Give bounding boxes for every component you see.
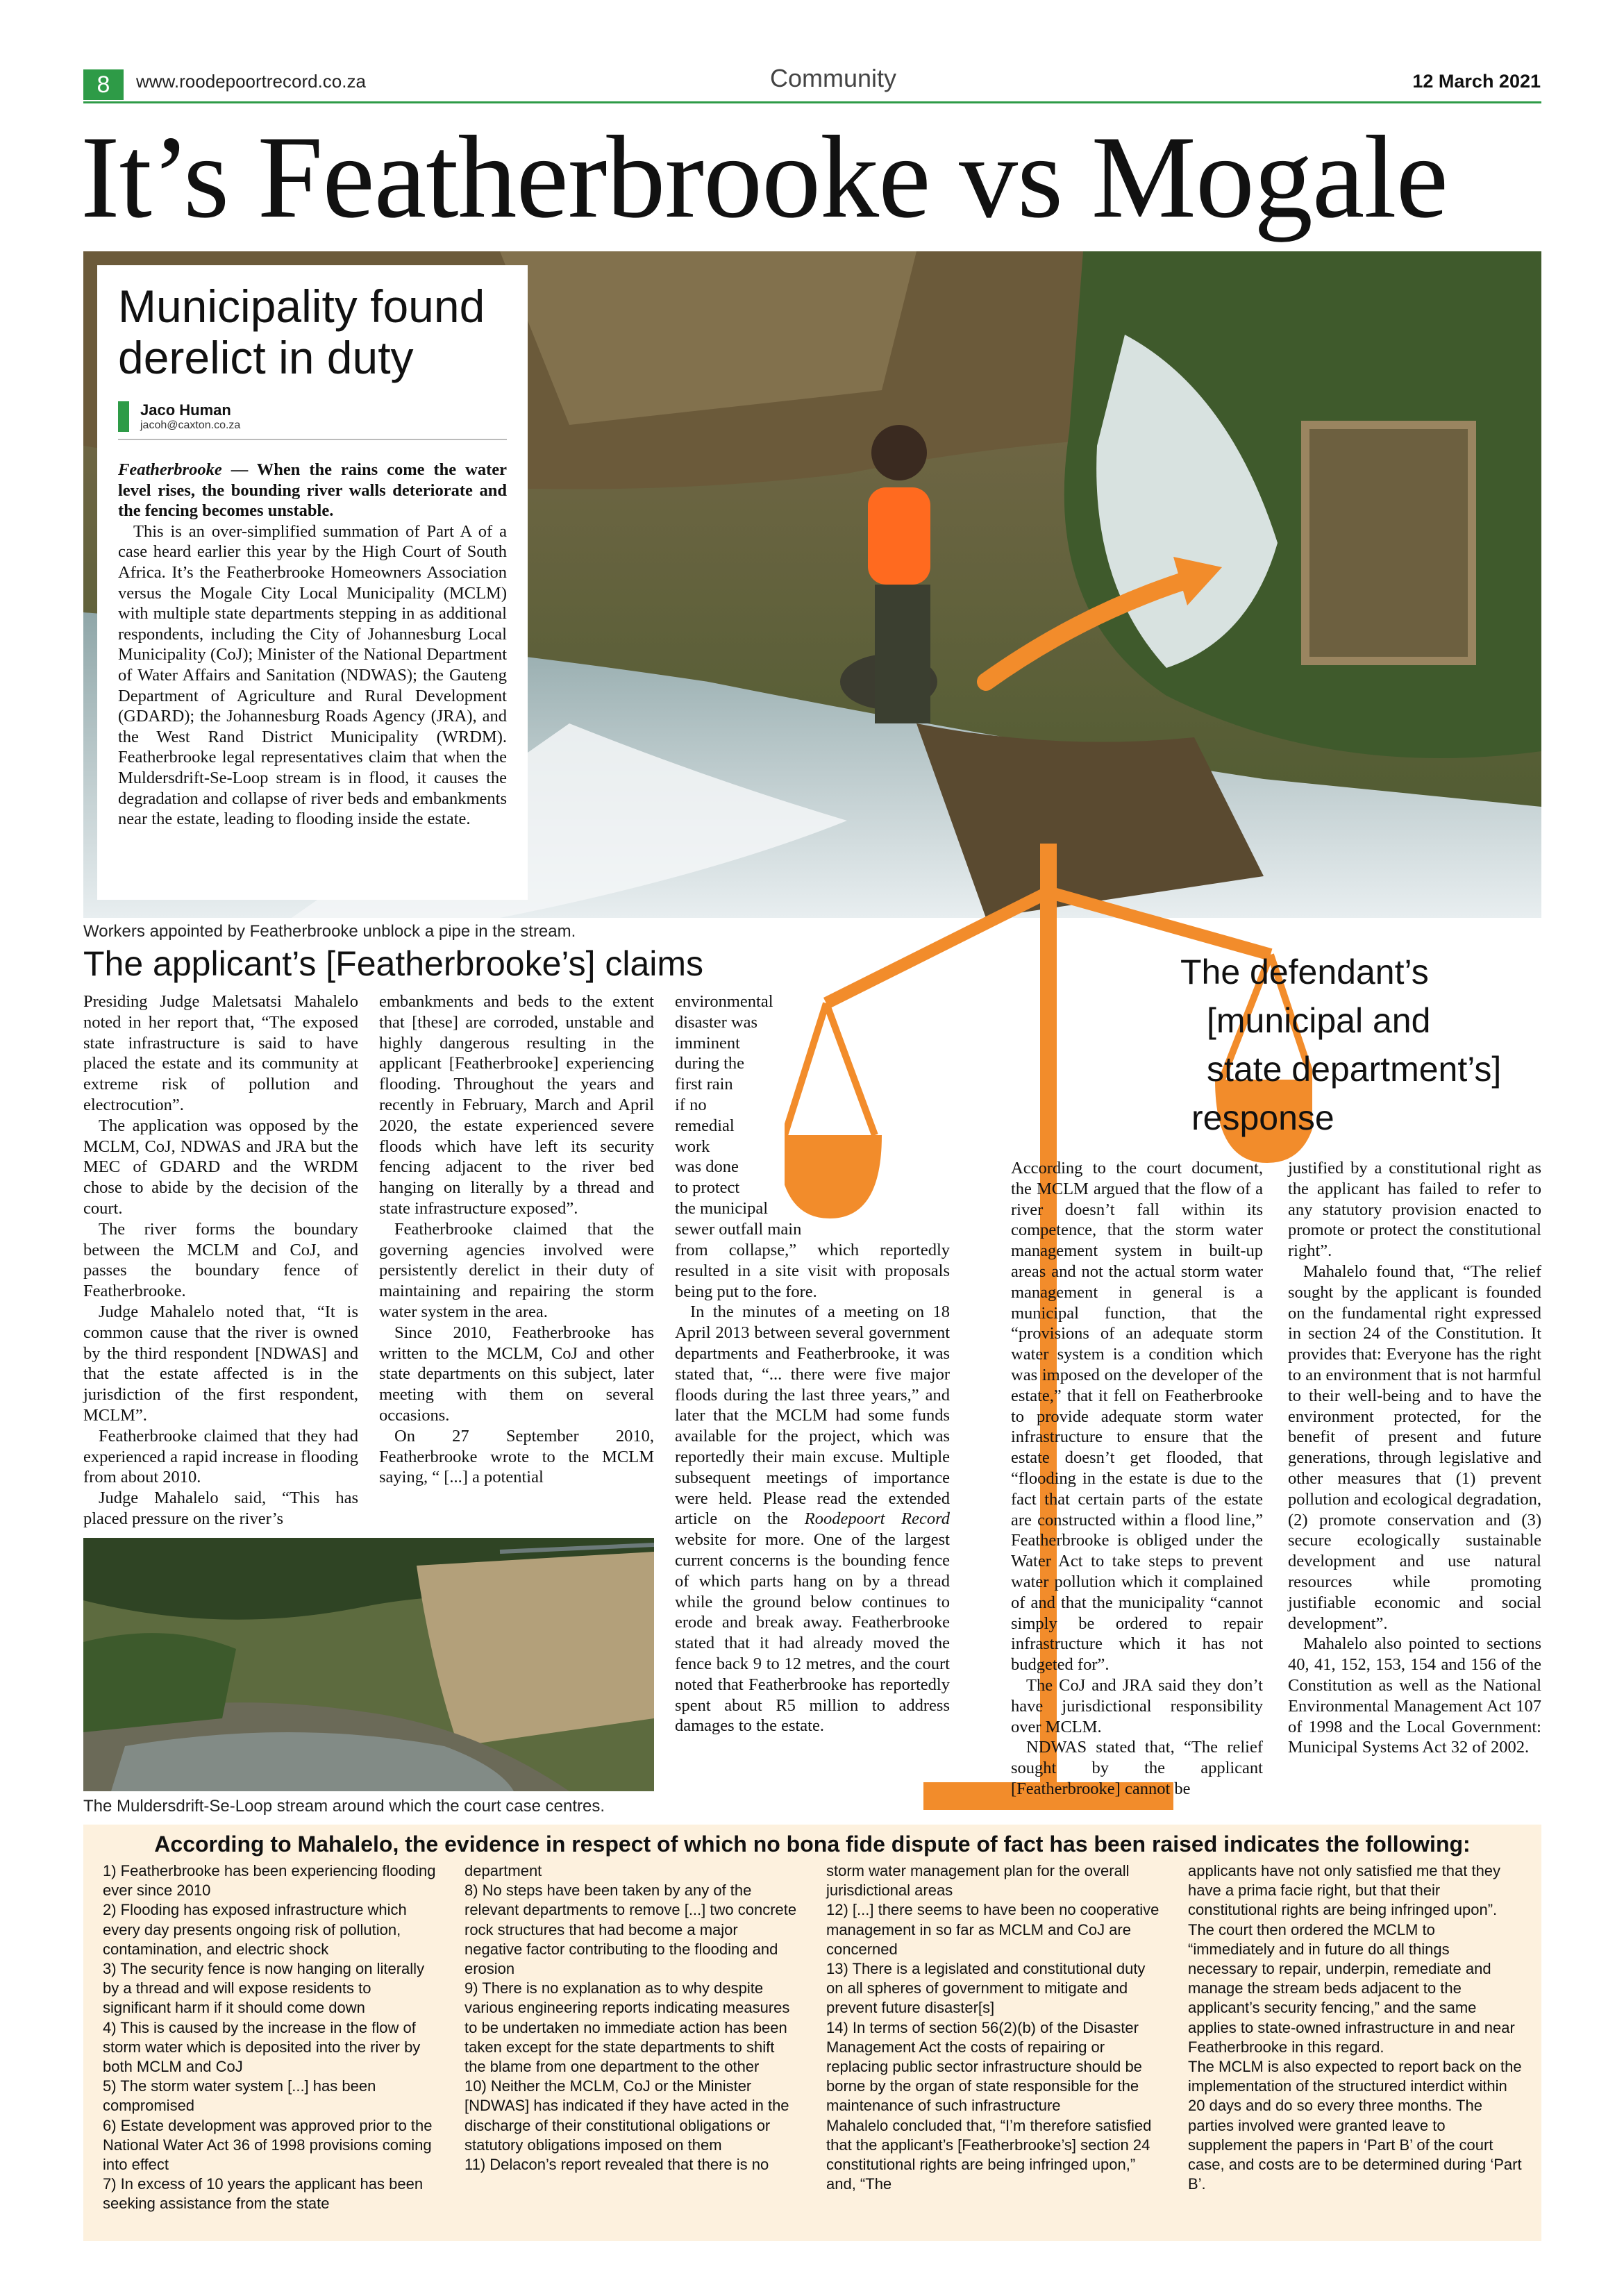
text-line: disaster was [675,1012,758,1032]
defendant-heading-line-3: state department’s] [1207,1050,1502,1089]
paragraph: Judge Mahalelo said, “This has placed pressure on the river’s [83,1489,358,1528]
author-name: Jaco Human [140,401,231,419]
list-item: 4) This is caused by the increase in the flow of storm water which is deposited into the river by both MCLM and CoJ [103,2018,421,2076]
defendant-heading-line-1: The defendant’s [1180,953,1429,991]
text-line: was done [675,1157,739,1177]
paragraph: from collapse,” which reportedly resulted in a site visit with proposals being put to the fore. [675,1241,950,1301]
text-span: website for more. One of the largest current concerns is the bounding fence of which parts hang on by a thread while the ground below continues to erode and break away. Featherbrooke stated that it had already moved the fence back 9 to 12 metres, and the court noted that Featherbrooke has reportedly spent about R5 million to address damages to the estate. [675,1530,950,1736]
paragraph: On 27 September 2010, Featherbrooke wrote to the MCLM saying, “ [...] a potential [379,1426,654,1487]
summary-col-3 [826,1861,1160,2214]
applicant-col-3 [675,1240,950,1736]
intro-paragraph: This is an over-simplified summation of Part A of a case heard earlier this year by the High Court of South Africa. It’s the Featherbrooke Homeowners Association versus the Mogale City Local Municipality (MCLM) with multiple state departments stepping in as additional respondents, including the City of Johannesburg Local Municipality (CoJ); Minister of the National Department of Water Affairs and Sanitation (NDWAS); the Gauteng Department of Agriculture and Rural Development (GDARD); the Johannesburg Roads Agency (JRA), and the West Rand District Municipality (WRDM). Featherbrooke legal representatives claim that when the Muldersdrift-Se-Loop stream is in flood, it causes the degradation and collapse of river beds and embankments near the estate, leading to flooding inside the estate. [118,521,507,829]
list-item: 6) Estate development was approved prior to the National Water Act 36 of 1998 provisions coming into effect [103,2116,433,2174]
list-item: Mahalelo concluded that, “I’m therefore satisfied that the applicant’s [Featherbrooke’s] section 24 constitutional rights are being infringed upon,” and, “The [826,2116,1152,2193]
paragraph: The application was opposed by the MCLM, CoJ, NDWAS and JRA but the MEC of GDARD and the WRDM chose to abide by the decision of the court. [83,1116,358,1218]
text-line: work [675,1137,710,1156]
paragraph: justified by a constitutional right as the applicant has failed to refer to any statutory provision enacted to promote or protect the constitutional right”. [1288,1159,1541,1261]
text-line: first rain [675,1075,733,1094]
site-url[interactable]: www.roodepoortrecord.co.za [136,71,366,92]
paragraph: Featherbrooke claimed that they had experienced a rapid increase in flooding from about 2010. [83,1426,358,1487]
list-item: 7) In excess of 10 years the applicant has been seeking assistance from the state [103,2175,424,2213]
list-item: 2) Flooding has exposed infrastructure which every day presents ongoing risk of pollution, contamination, and electric shock [103,1901,407,1958]
paragraph: According to the court document, the MCLM argued that the flow of a river doesn’t fall within its competence, that the storm water management system in built-up areas and not the actual storm water management in general is a municipal function, that the “provisions of an adequate storm water system is a condition which was imposed on the developer of the estate,” that it fell on Featherbrooke to provide adequate storm water infrastructure to ensure that the estate doesn’t get flooded, that “flooding in the estate is due to the fact that certain parts of the estate are constructed within a flood line,” Featherbrooke is obliged under the Water Act to take steps to prevent water pollution which it complained of and that the municipality “cannot simply be ordered to repair infrastructure which it has not budgeted for”. [1011,1159,1263,1675]
paragraph: Judge Mahalelo noted that, “It is common cause that the river is owned by the third respondent [NDWAS] and that the estate affected is in the jurisdiction of the first respondent, MCLM”. [83,1302,358,1425]
summary-col-4 [1188,1861,1522,2214]
paragraph: The river forms the boundary between the MCLM and CoJ, and passes the boundary fence of Featherbrooke. [83,1219,358,1301]
applicant-heading: The applicant’s [Featherbrooke’s] claims [83,944,704,983]
applicant-col-3-narrow [675,991,814,1240]
intro-text [118,460,507,830]
sub-headline-line-1: Municipality found [118,280,485,332]
list-item: 5) The storm water system [...] has been compromised [103,2077,376,2115]
list-item: 3) The security fence is now hanging on literally by a thread and will expose residents to significant harm if it should come down [103,1960,425,2017]
paragraph: Mahalelo found that, “The relief sought by the applicant is founded on the fundamental right expressed in section 24 of the Constitution. It provides that: Everyone has the right to an environment that is not harmful to their well-being and to have the environment protected, for the benefit of present and future generations, through legislative and other measures that (1) prevent pollution and ecological degradation, (2) promote conservation and (3) secure ecologically sustainable development and use natural resources while promoting justifiable economic and social development”. [1288,1262,1541,1633]
headline: It’s Featherbrooke vs Mogale [81,112,1448,242]
text-line: during the [675,1054,745,1073]
list-item: 10) Neither the MCLM, CoJ or the Minister [NDWAS] has indicated if they have acted in the discharge of their constitutional obligations or statutory obligations imposed on them [464,2077,789,2154]
stream-photo [83,1538,654,1791]
sub-headline [118,280,507,383]
summary-col-2 [464,1861,798,2214]
list-item: storm water management plan for the overall jurisdictional areas [826,1862,1130,1900]
defendant-heading [1180,951,1541,1139]
list-item: 9) There is no explanation as to why despite various engineering reports indicating measures to be undertaken no immediate action has been taken except for the state departments to shift the blame from one department to the other [464,1979,790,2076]
list-item: 1) Featherbrooke has been experiencing flooding ever since 2010 [103,1862,436,1900]
life-vest-shape [868,487,930,585]
list-item: 8) No steps have been taken by any of the relevant departments to remove [...] two concrete rock structures that had become a major negative factor contributing to the flooding and erosion [464,1882,797,1978]
defendant-col-1 [1011,1158,1263,1800]
section-name: Community [769,64,897,92]
paragraph: Mahalelo also pointed to sections 40, 41, 152, 153, 154 and 156 of the Constitution as well as the National Environmental Management Act 107 of 1998 and the Local Government: Municipal Systems Act 32 of 2002. [1288,1634,1541,1757]
publication-name: Roodepoort Record [804,1509,950,1529]
paragraph: Since 2010, Featherbrooke has written to the MCLM, CoJ and other state departments on this subject, later meeting with them on several occasions. [379,1323,654,1425]
list-item: The court then ordered the MCLM to “immediately and in future do all things necessary to repair, underpin, remediate and manage the stream beds adjacent to the applicant’s security fencing,” and the same applies to state-owned infrastructure in and near Featherbrooke in this regard. [1188,1920,1515,2056]
stream-photo-image [83,1538,654,1791]
intro-box [97,265,528,900]
summary-columns [103,1861,1522,2214]
list-item: 13) There is a legislated and constitutional duty on all spheres of government to mitigate and prevent future disaster[s] [826,1960,1146,2017]
list-item: applicants have not only satisfied me that they have a prima facie right, but that their constitutional rights are being infringed upon”. [1188,1862,1501,1919]
header-rule [83,101,1541,103]
list-item: 14) In terms of section 56(2)(b) of the Disaster Management Act the costs of repairing or replacing public sector infrastructure should be borne by the organ of state responsible for the maintenance of such infrastructure [826,2018,1142,2115]
text-line: environmental [675,992,773,1011]
list-item: 11) Delacon’s report revealed that there is no [464,2156,769,2174]
applicant-col-2 [379,991,654,1488]
list-item: department [464,1862,542,1879]
text-span: In the minutes of a meeting on 18 April 2013 between several government departments and Featherbrooke, it was stated that, “... there were five major floods during the last three years,” and later that the MCLM had some funds available for the project, which was reportedly their main excuse. Multiple subsequent meetings of importance were held. Please read the extended article on the [675,1302,950,1529]
defendant-heading-line-4: response [1191,1098,1334,1137]
list-item: 12) [...] there seems to have been no cooperative management in so far as MCLM and CoJ are concerned [826,1901,1160,1958]
defendant-heading-line-2: [municipal and [1207,1001,1431,1040]
text-line: to protect [675,1178,740,1198]
author-email[interactable]: jacoh@caxton.co.za [140,419,241,431]
issue-date: 12 March 2021 [1412,71,1541,92]
text-line: remedial [675,1116,735,1135]
paragraph: The CoJ and JRA said they don’t have jurisdictional responsibility over MCLM. [1011,1675,1263,1736]
lead-rest: — When the rains come the water level rises, the bounding river walls deteriorate and the fencing becomes unstable. [118,460,507,521]
top-photo-caption: Workers appointed by Featherbrooke unblock a pipe in the stream. [83,922,576,941]
text-line: the municipal [675,1198,769,1218]
text-line: if no [675,1095,707,1114]
paragraph [675,1302,950,1736]
defendant-col-2 [1288,1158,1541,1758]
intro-lead [118,460,507,521]
paragraph: embankments and beds to the extent that [these] are corroded, unstable and highly dangerous resulting in the applicant [Featherbrooke] experiencing flooding. Throughout the years and recently in February, March and April 2020, the estate experienced severe floods which have left its security fencing adjacent to the river bed hanging on literally by a thread and state infrastructure exposed”. [379,992,654,1218]
page-number: 8 [83,69,124,100]
text-line: imminent [675,1033,740,1053]
paragraph: NDWAS stated that, “The relief sought by the applicant [Featherbrooke] cannot be [1011,1738,1263,1798]
applicant-col-1 [83,991,358,1530]
paragraph: Presiding Judge Maletsatsi Mahalelo noted in her report that, “The exposed state infrastructure is said to have placed the estate and its community at extreme risk of pollution and electrocution”. [83,992,358,1114]
summary-title: According to Mahalelo, the evidence in respect of which no bona fide dispute of fact has been raised indicates the following: [154,1832,1471,1857]
paragraph: Featherbrooke claimed that the governing agencies involved were persistently derelict in their duty of maintaining and repairing the storm water system in the area. [379,1219,654,1321]
text-line: sewer outfall main [675,1219,802,1239]
stream-photo-caption: The Muldersdrift-Se-Loop stream around which the court case centres. [83,1797,605,1816]
byline [118,401,507,440]
sub-headline-line-2: derelict in duty [118,332,414,383]
summary-col-1 [103,1861,437,2214]
dateline: Featherbrooke [118,460,222,479]
byline-accent-bar [118,401,129,432]
list-item: The MCLM is also expected to report back on the implementation of the structured interdict within 20 days and do so every three months. The parties involved were granted leave to supplement the papers in ‘Part B’ of the court case, and costs are to be determined during ‘Part B’. [1188,2058,1522,2193]
summary-box [83,1825,1541,2241]
